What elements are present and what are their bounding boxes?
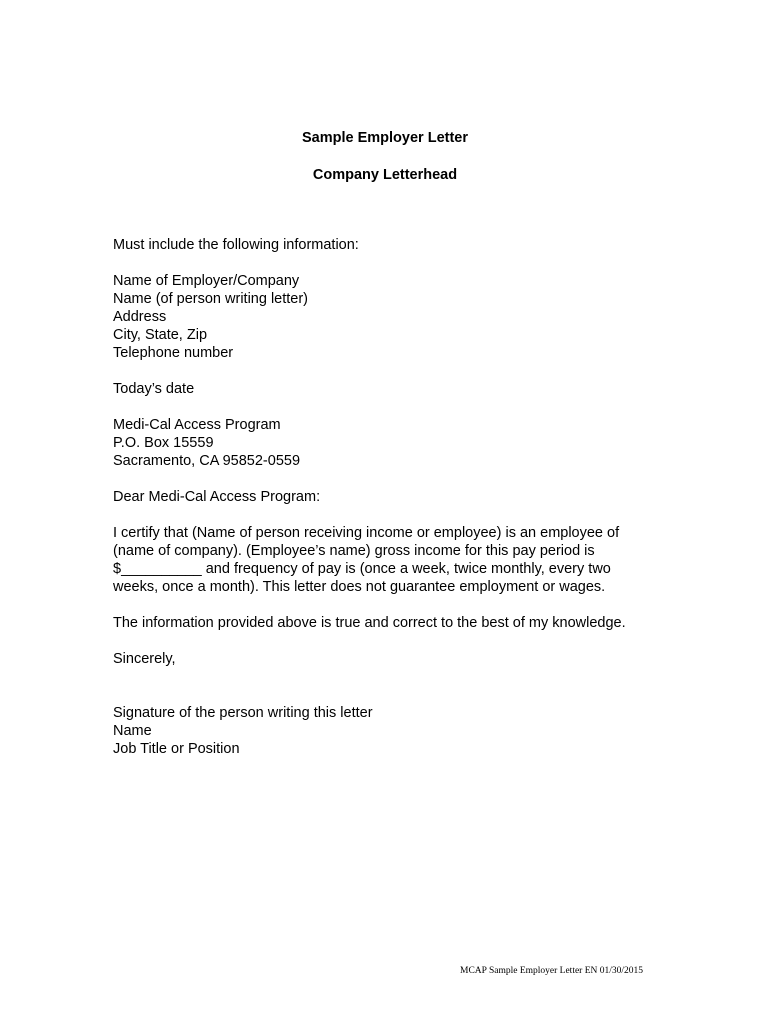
employer-line: Name of Employer/Company <box>113 273 300 289</box>
intro-text: Must include the following information: <box>113 237 359 253</box>
employer-line: Address <box>113 309 167 325</box>
employer-line: Name (of person writing letter) <box>113 291 309 307</box>
employer-block <box>113 272 673 362</box>
salutation: Dear Medi-Cal Access Program: <box>113 489 321 505</box>
date-line: Today’s date <box>113 381 195 397</box>
closing-text: Sincerely, <box>113 651 176 667</box>
paragraph-line: I certify that (Name of person receiving income or employee) is an employee of <box>113 525 620 541</box>
recipient-line: Medi-Cal Access Program <box>113 417 281 433</box>
attestation-text: The information provided above is true and correct to the best of my knowledge. <box>113 615 626 631</box>
signature-line: Signature of the person writing this letter <box>113 705 373 721</box>
letterhead-label: Company Letterhead <box>312 167 458 183</box>
recipient-line: Sacramento, CA 95852-0559 <box>113 453 301 469</box>
recipient-block <box>113 416 673 470</box>
signature-line: Name <box>113 723 152 739</box>
page-footer: MCAP Sample Employer Letter EN 01/30/2015 <box>460 966 644 976</box>
paragraph-line: weeks, once a month). This letter does not guarantee employment or wages. <box>113 579 606 595</box>
letter-title: Sample Employer Letter <box>302 130 468 146</box>
recipient-line: P.O. Box 15559 <box>113 435 214 451</box>
employer-line: City, State, Zip <box>113 327 208 343</box>
signature-block <box>113 704 673 758</box>
letter-body <box>113 236 673 758</box>
paragraph-line: $__________ and frequency of pay is (once a week, twice monthly, every two <box>113 561 611 577</box>
signature-line: Job Title or Position <box>113 741 240 757</box>
certification-paragraph <box>113 524 673 596</box>
paragraph-line: (name of company). (Employee’s name) gross income for this pay period is <box>113 543 595 559</box>
employer-line: Telephone number <box>113 345 234 361</box>
